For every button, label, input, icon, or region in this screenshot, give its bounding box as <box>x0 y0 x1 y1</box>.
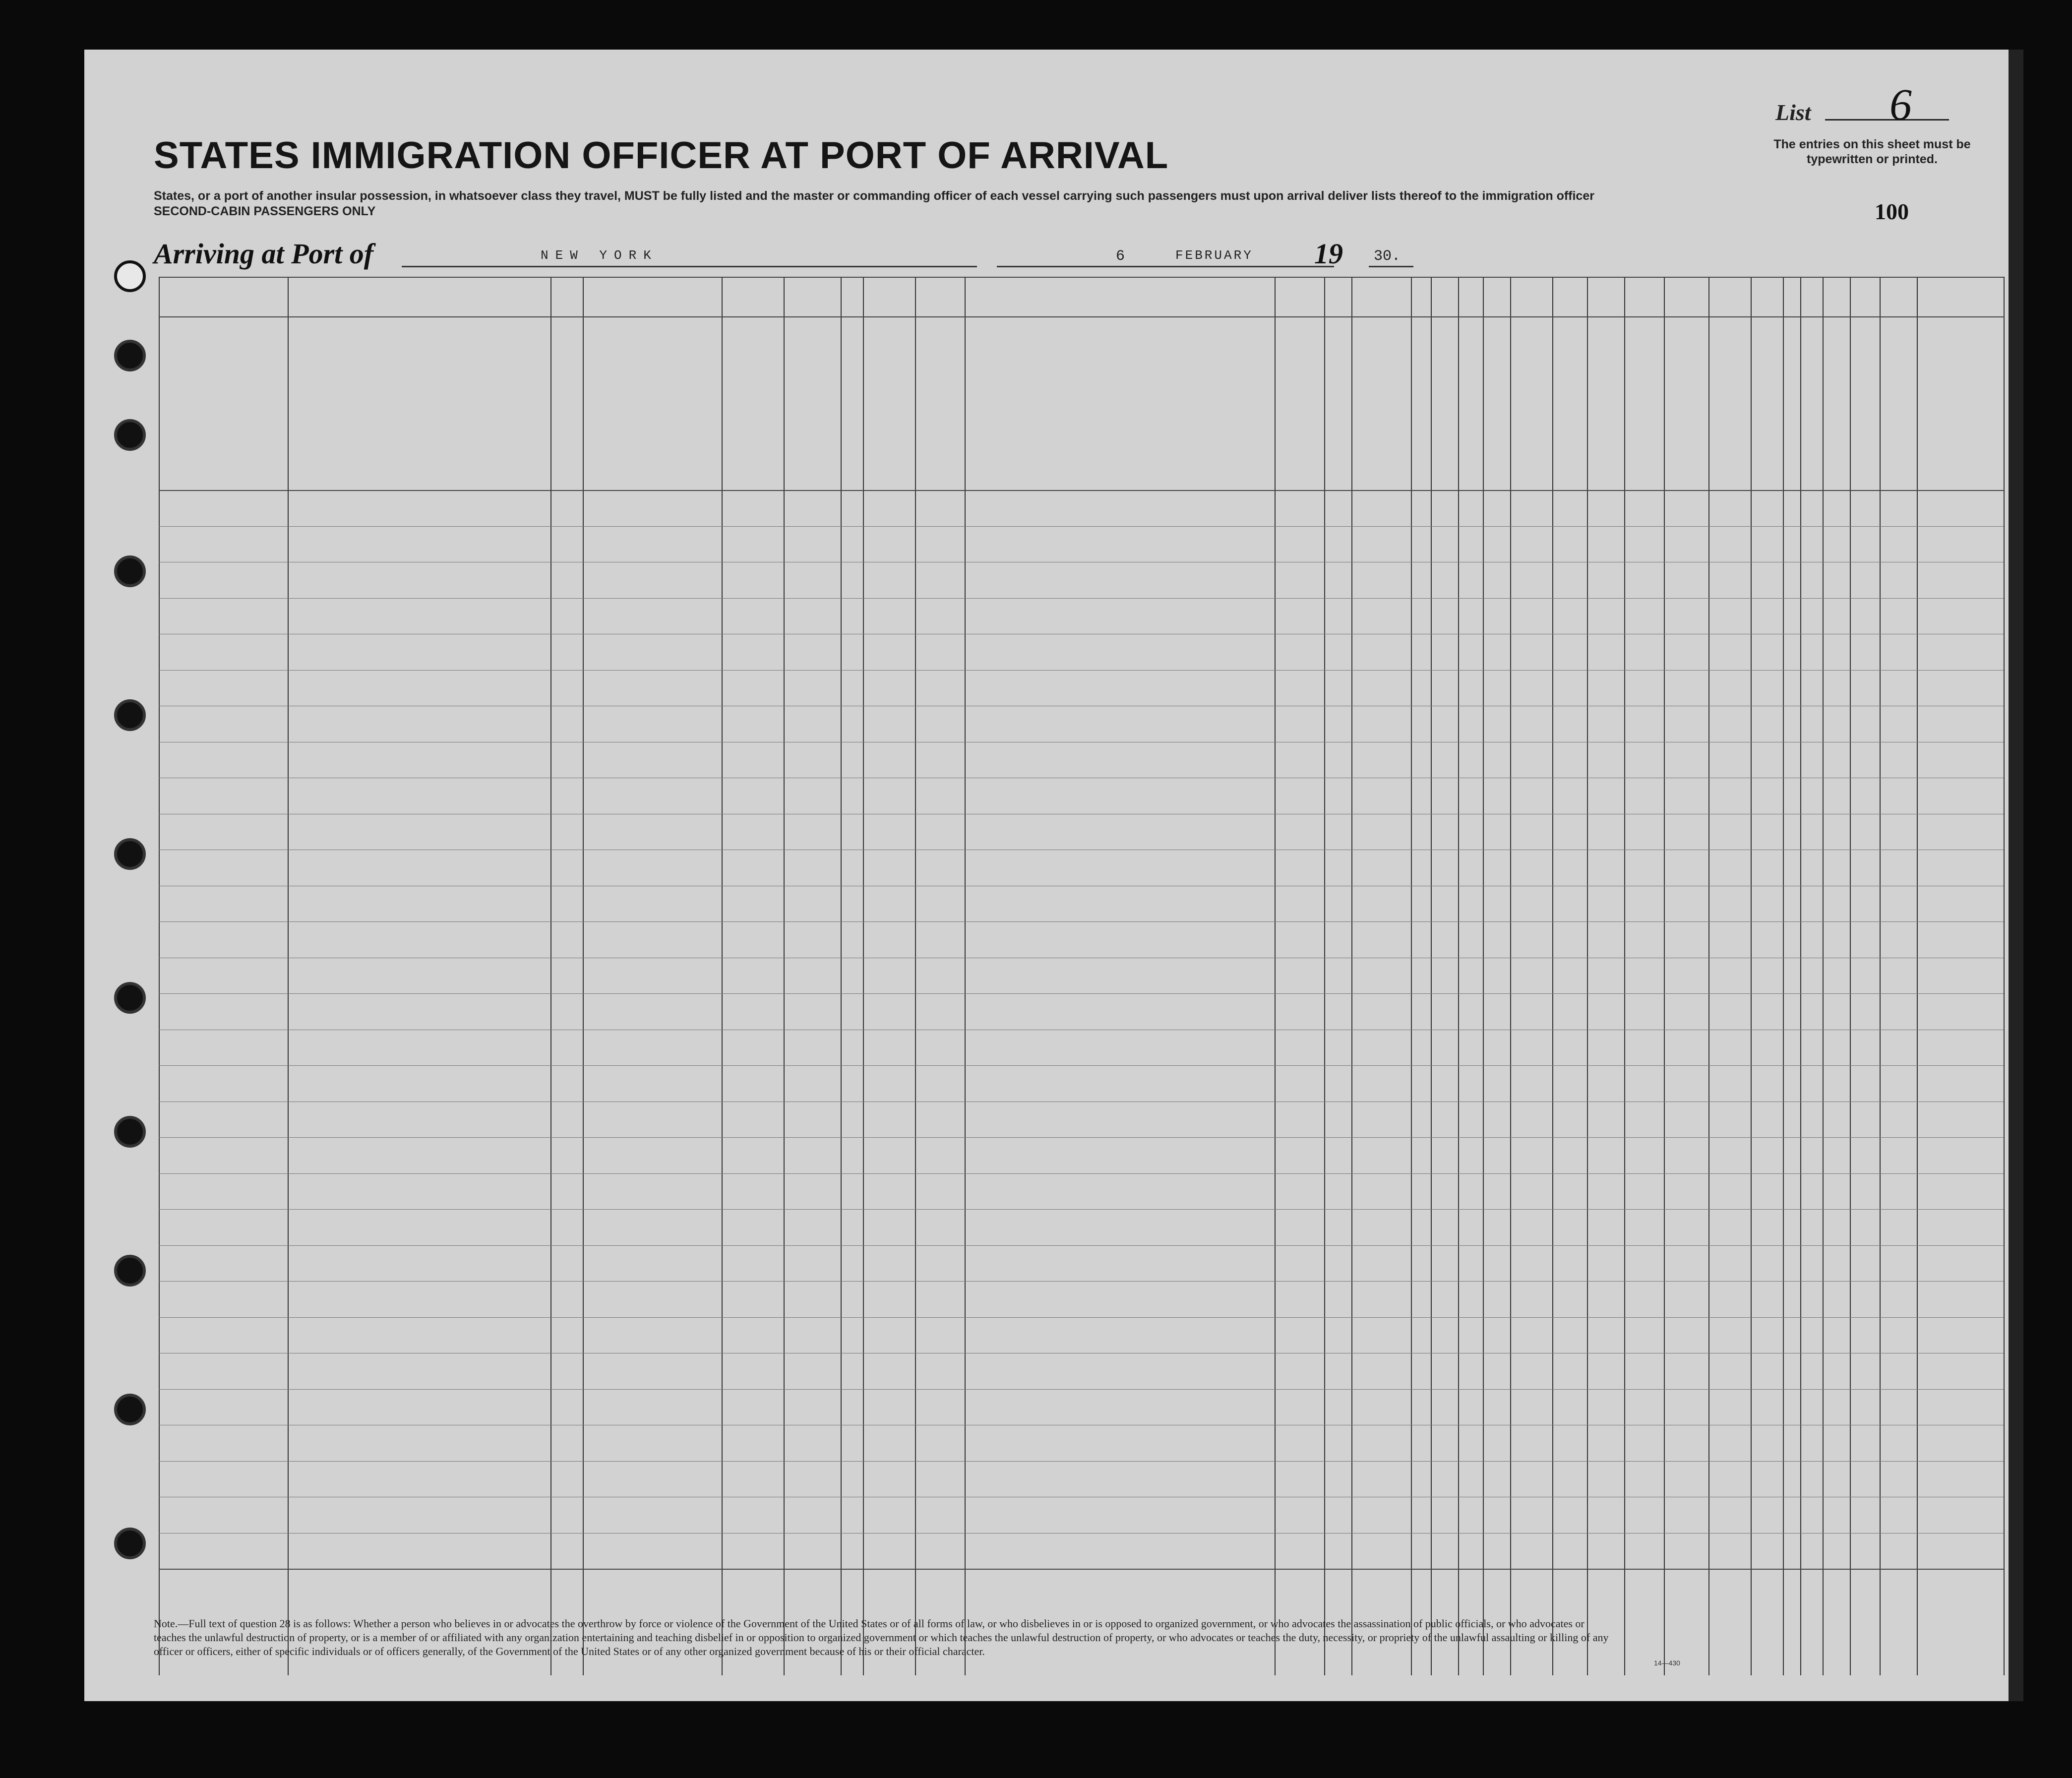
column-rule <box>1552 277 1553 1675</box>
column-header <box>789 341 843 381</box>
column-rule <box>1880 277 1881 1675</box>
row-rule <box>159 1389 2004 1390</box>
column-rule <box>1664 277 1665 1675</box>
column-rule <box>1751 277 1752 1675</box>
column-rule <box>1823 277 1824 1675</box>
arrival-month: FEBRUARY <box>1175 248 1253 263</box>
column-rule <box>722 277 723 1675</box>
header-subtitle: States, or a port of another insular possession, in whatsoever class they travel, MUST be fully listed and the master or commanding officer of each vessel carrying such passengers must upon arrival deliver lists thereof to the immigration officer SECOND-CABIN PASSENGERS ONLY <box>154 189 1594 218</box>
column-rule <box>550 277 551 1675</box>
page-number: 100 <box>1875 199 1909 224</box>
vertical-column-header <box>723 324 783 488</box>
column-header <box>1753 341 1798 356</box>
column-rule <box>1483 277 1484 1675</box>
port-line <box>402 266 977 267</box>
vertical-column-header <box>1488 324 1508 488</box>
column-header <box>1752 445 1771 460</box>
column-rule <box>583 277 584 1675</box>
column-rule <box>1324 277 1325 1675</box>
date-line <box>997 266 1334 267</box>
column-rule <box>1510 277 1511 1675</box>
column-rule <box>1587 277 1588 1675</box>
manifest-table <box>159 277 2004 1675</box>
column-rule <box>159 277 160 1675</box>
vertical-column-header <box>1592 324 1622 488</box>
binder-hole <box>114 1528 146 1559</box>
row-rule <box>159 526 2004 527</box>
column-rule <box>1917 277 1918 1675</box>
row-rule <box>159 1461 2004 1462</box>
column-header <box>1277 326 1421 341</box>
form-number: 14—430 <box>1654 1659 1680 1667</box>
table-bottom-rule <box>159 1569 2004 1570</box>
row-rule <box>159 921 2004 922</box>
list-label: List <box>1775 100 1811 125</box>
binder-hole <box>114 340 146 371</box>
binder-hole <box>114 555 146 587</box>
vertical-column-header <box>1458 324 1483 488</box>
column-header <box>1800 406 1825 435</box>
column-header <box>585 426 620 445</box>
vertical-column-header <box>844 324 862 488</box>
vertical-column-header <box>1357 346 1377 485</box>
column-rule <box>784 277 785 1675</box>
column-rule <box>915 277 916 1675</box>
column-rule <box>1708 277 1709 1675</box>
row-rule <box>159 1245 2004 1246</box>
column-header <box>585 326 724 346</box>
vertical-column-header <box>1280 346 1305 485</box>
column-rule <box>1800 277 1801 1675</box>
column-header <box>625 426 719 445</box>
column-header <box>972 396 1265 460</box>
column-header <box>1709 351 1750 430</box>
column-header <box>169 351 278 401</box>
header-top-rule <box>159 277 2004 278</box>
column-rule <box>1411 277 1412 1675</box>
column-rule <box>288 277 289 1675</box>
list-note: The entries on this sheet must be typewritten or printed. <box>1773 137 1971 166</box>
column-rule <box>1783 277 1784 1675</box>
column-header <box>1825 346 1914 361</box>
column-rule <box>965 277 966 1675</box>
binder-hole <box>114 1116 146 1148</box>
binder-hole <box>114 1255 146 1287</box>
column-rule <box>1275 277 1276 1675</box>
manifest-sheet <box>84 50 2023 1701</box>
row-rule <box>159 1173 2004 1174</box>
vertical-column-header <box>1513 324 1547 488</box>
row-rule <box>159 1065 2004 1066</box>
column-rule <box>2004 277 2005 1675</box>
row-rule <box>159 1209 2004 1210</box>
column-rule <box>1624 277 1625 1675</box>
footnote: Note.—Full text of question 28 is as follows: Whether a person who believes in or advocates the overthrow by force or violence of the Government of the United States or of all forms of law, or who disbelieves in or is opposed to organized government, or who advocates the assassination of public officials, or who advocates or teaches the unlawful destruction of property, or is a member of or affiliated with any organization entertaining and teaching disbelief in or opposition to organized government or which teaches the unlawful destruction of property, or who advocates or teaches the duty, necessity, or propriety of the unlawful assaulting or killing of any officer or officers, either of specific individuals or of officers generally, of the Government of the United States or of any other organized government because of his or their official character. <box>154 1617 1609 1657</box>
year-line <box>1369 266 1413 267</box>
vertical-column-header <box>1329 346 1349 485</box>
column-header <box>915 326 1069 376</box>
list-number: 6 <box>1889 80 1912 129</box>
column-number-rule <box>159 316 2004 317</box>
column-header <box>915 411 962 440</box>
arrival-label: Arriving at Port of <box>154 238 374 270</box>
binder-hole <box>114 982 146 1014</box>
vertical-column-header <box>1555 324 1584 488</box>
column-rule <box>1850 277 1851 1675</box>
column-header <box>1851 440 1881 455</box>
column-header <box>1776 445 1806 460</box>
column-rule <box>863 277 864 1675</box>
arrival-year-prefix: 19 <box>1314 238 1343 270</box>
column-header <box>1881 440 1910 455</box>
column-header <box>303 356 536 430</box>
column-header <box>1922 356 2001 386</box>
row-rule <box>159 993 2004 994</box>
column-rule <box>841 277 842 1675</box>
binder-hole <box>114 419 146 451</box>
column-header <box>1666 351 1708 411</box>
column-rule <box>1351 277 1352 1675</box>
vertical-column-header <box>1413 324 1443 488</box>
arrival-year-suffix: 30. <box>1374 248 1401 265</box>
arrival-day: 6 <box>1116 248 1125 265</box>
arrival-port: NEW YORK <box>541 248 658 263</box>
row-rule <box>159 1317 2004 1318</box>
row-rule <box>159 598 2004 599</box>
binder-hole <box>114 699 146 731</box>
row-rule <box>159 1137 2004 1138</box>
header-bottom-rule <box>159 490 2004 491</box>
list-underline <box>1825 119 1949 121</box>
row-rule <box>159 670 2004 671</box>
binder-hole <box>114 260 146 292</box>
binder-hole <box>114 838 146 870</box>
row-rule <box>159 1281 2004 1282</box>
binder-hole <box>114 1394 146 1425</box>
page-title: STATES IMMIGRATION OFFICER AT PORT OF ARRIVAL <box>154 134 1169 177</box>
column-header <box>965 376 1069 391</box>
